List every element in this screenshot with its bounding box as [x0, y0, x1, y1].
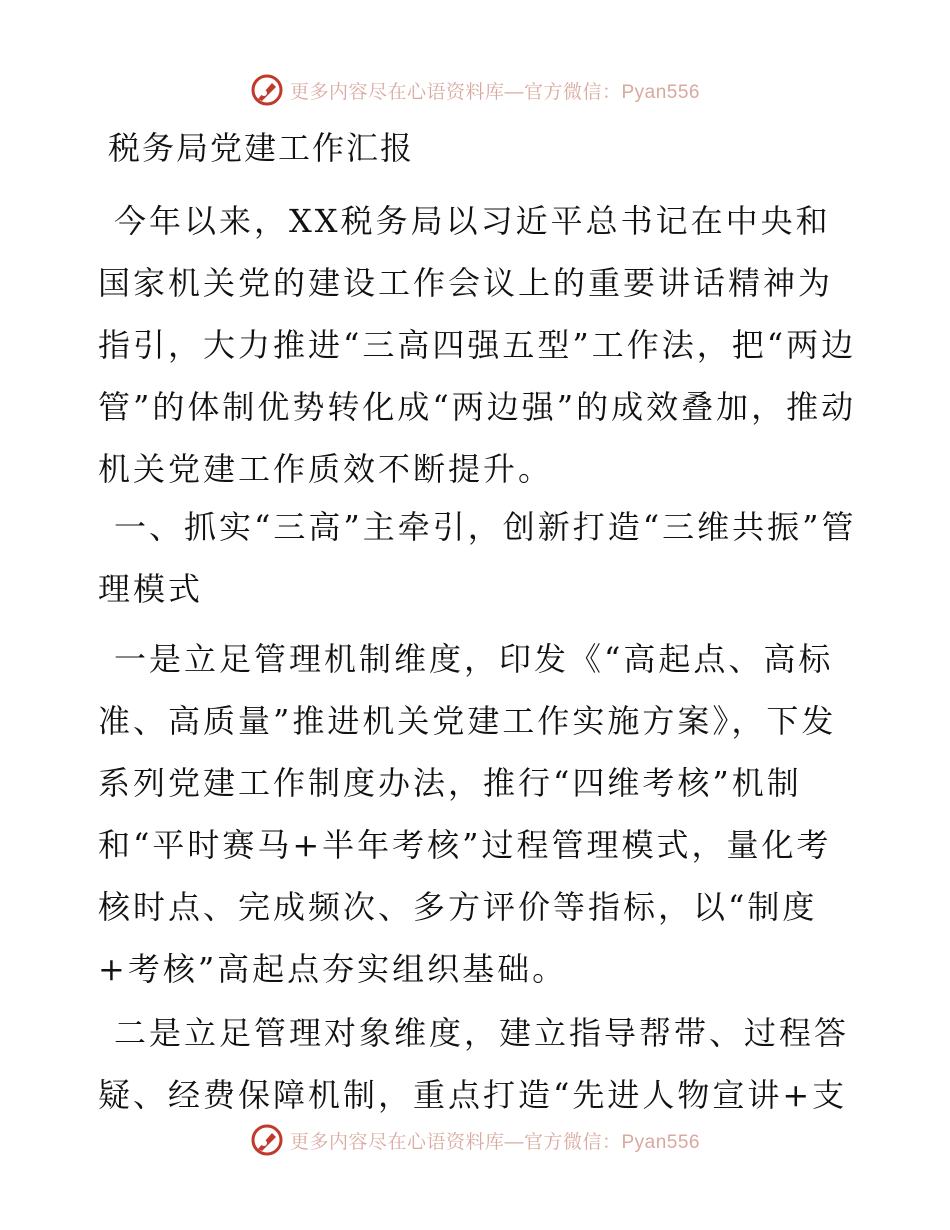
paragraph-point-two: 二是立足管理对象维度，建立指导帮带、过程答疑、经费保障机制，重点打造“先进人物宣讲+支	[98, 1014, 850, 1114]
watermark-text: 更多内容尽在心语资料库—官方微信：Pyan556	[289, 1131, 700, 1153]
document-title: 税务局党建工作汇报	[108, 129, 415, 167]
section-heading: 一、抓实“三高”主牵引，创新打造“三维共振”管理模式	[98, 508, 857, 608]
paragraph-point-one: 一是立足管理机制维度，印发《“高起点、高标准、高质量”推进机关党建工作实施方案》，下发系列党建工作制度办法，推行“四维考核”机制和“平时赛马+半年考核”过程管理模式，量化考核时点、完成频次、多方评价等指标，以“制度+考核”高起点夯实组织基础。	[98, 640, 837, 988]
watermark-logo-icon	[250, 1123, 284, 1157]
footer-watermark	[0, 1120, 950, 1160]
paragraph-intro: 今年以来，XX税务局以习近平总书记在中央和国家机关党的建设工作会议上的重要讲话精神为指引，大力推进“三高四强五型”工作法，把“两边管”的体制优势转化成“两边强”的成效叠加，推动机关党建工作质效不断提升。	[98, 202, 857, 488]
header-watermark	[0, 70, 950, 110]
watermark-logo-icon	[250, 73, 284, 107]
watermark-text: 更多内容尽在心语资料库—官方微信：Pyan556	[289, 81, 700, 103]
